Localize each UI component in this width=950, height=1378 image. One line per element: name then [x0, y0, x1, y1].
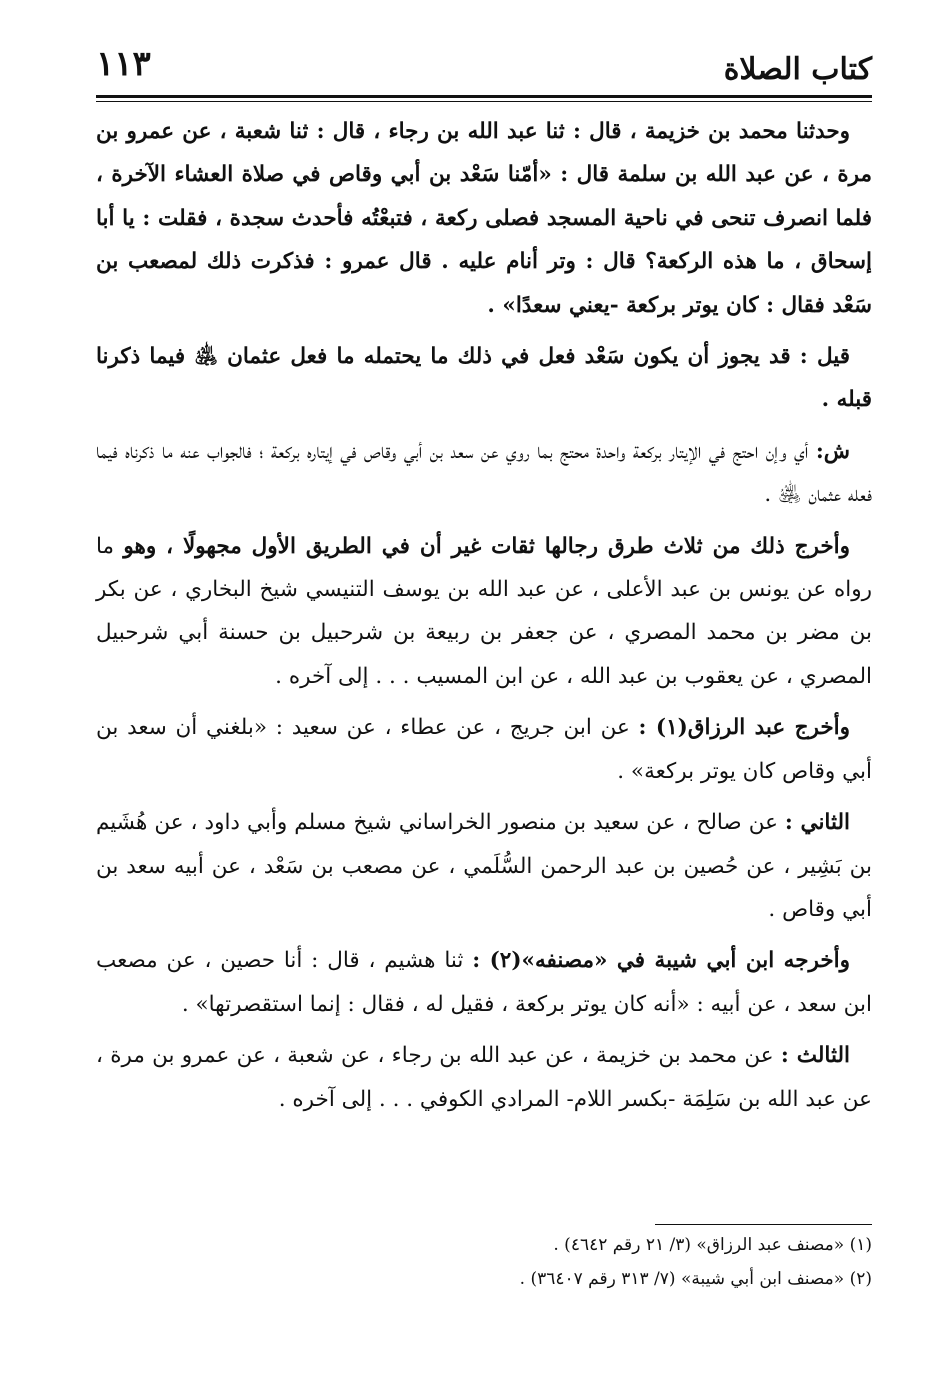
paragraph-text: عن محمد بن خزيمة ، عن عبد الله بن رجاء ، عن شعبة ، عن عمرو بن مرة ، عن عبد الله بن سَلِمَة -بكسر اللام- المرادي الكوفي . . . إلى آخره .	[96, 1043, 872, 1112]
paragraph-ibn-abi-shayba	[96, 939, 872, 1034]
paragraph-text: ثنا هشيم ، قال : أنا حصين ، عن مصعب ابن سعد ، عن أبيه : «أنه كان يوتر بركعة ، فقيل له ، فقال : إنما استقصرتها» .	[96, 948, 872, 1017]
paragraph-text: قيل : قد يجوز أن يكون سَعْد فعل في ذلك ما يحتمله ما فعل عثمان ﵁ فيما ذكرنا قبله .	[96, 344, 872, 413]
paragraph-text: عن ابن جريج ، عن عطاء ، عن سعيد : «بلغني أن سعد بن أبي وقاص كان يوتر بركعة» .	[96, 715, 872, 784]
header-rule-thin	[96, 101, 872, 102]
main-text	[96, 110, 872, 1129]
paragraph-abd-al-razzaq	[96, 706, 872, 801]
footnotes	[300, 1228, 872, 1296]
paragraph-lead: الثاني :	[784, 810, 850, 836]
paragraph-lead: الثالث :	[780, 1043, 850, 1069]
paragraph-third-route	[96, 1034, 872, 1129]
footnote-2: (٢) «مصنف ابن أبي شيبة» (٧/ ٣١٣ رقم ٣٦٤٠٧) .	[519, 1269, 872, 1289]
header-rule	[96, 95, 872, 98]
paragraph-lead: وأخرج ذلك من ثلاث طرق رجالها ثقات غير أن في الطريق الأول مجهولًا ، وهو	[123, 533, 850, 559]
paragraph-lead: وأخرج عبد الرزاق(١) :	[638, 715, 850, 741]
paragraph-first-route	[96, 525, 872, 707]
running-title: كتاب الصلاة	[723, 52, 872, 87]
footnote-rule	[655, 1224, 872, 1225]
paragraph-text: ما رواه عن يونس بن عبد الأعلى ، عن عبد الله بن يوسف التنيسي شيخ البخاري ، عن بكر بن مضر بن محمد المصري ، عن جعفر بن ربيعة بن شرحبيل بن حسنة أبي شرحبيل المصري ، عن يعقوب بن عبد الله ، عن ابن المسيب . . . إلى آخره .	[96, 533, 872, 689]
paragraph-sharh	[96, 430, 872, 525]
paragraph-objection	[96, 335, 872, 430]
paragraph-lead: ش:	[815, 438, 850, 464]
paragraph-text: وحدثنا محمد بن خزيمة ، قال : ثنا عبد الله بن رجاء ، قال : ثنا شعبة ، عن عمرو بن مرة ، عن عبد الله بن سلمة قال : «أمّنا سَعْد بن أبي وقاص في صلاة العشاء الآخرة ، فلما انصرف تنحى في ناحية المسجد فصلى ركعة ، فتبعْتُه فأحدث سجدة ، فقلت : يا أبا إسحاق ، ما هذه الركعة؟ قال : وتر أنام عليه . قال عمرو : فذكرت ذلك لمصعب بن سَعْد فقال : كان يوتر بركعة -يعني سعدًا» .	[96, 119, 872, 318]
page-number: ١١٣	[96, 44, 151, 84]
paragraph-text: عن صالح ، عن سعيد بن منصور الخراساني شيخ مسلم وأبي داود ، عن هُشَيم بن بَشِير ، عن حُصين بن عبد الرحمن السُّلَمي ، عن مصعب بن سَعْد ، عن أبيه سعد بن أبي وقاص .	[96, 810, 872, 922]
footnote-1: (١) «مصنف عبد الرزاق» (٣/ ٢١ رقم ٤٦٤٢) .	[553, 1235, 872, 1255]
paragraph-second-route	[96, 801, 872, 939]
paragraph-text: أي وإن احتج في الإيتار بركعة واحدة محتج بما روي عن سعد بن أبي وقاص في إيتاره بركعة ؛ فالجواب عنه ما ذكرناه فيما فعله عثمان ﵁ .	[96, 438, 872, 508]
paragraph-hadith-saad	[96, 110, 872, 335]
paragraph-lead: وأخرجه ابن أبي شيبة في «مصنفه»(٢) :	[472, 948, 850, 974]
page-header	[96, 38, 872, 96]
